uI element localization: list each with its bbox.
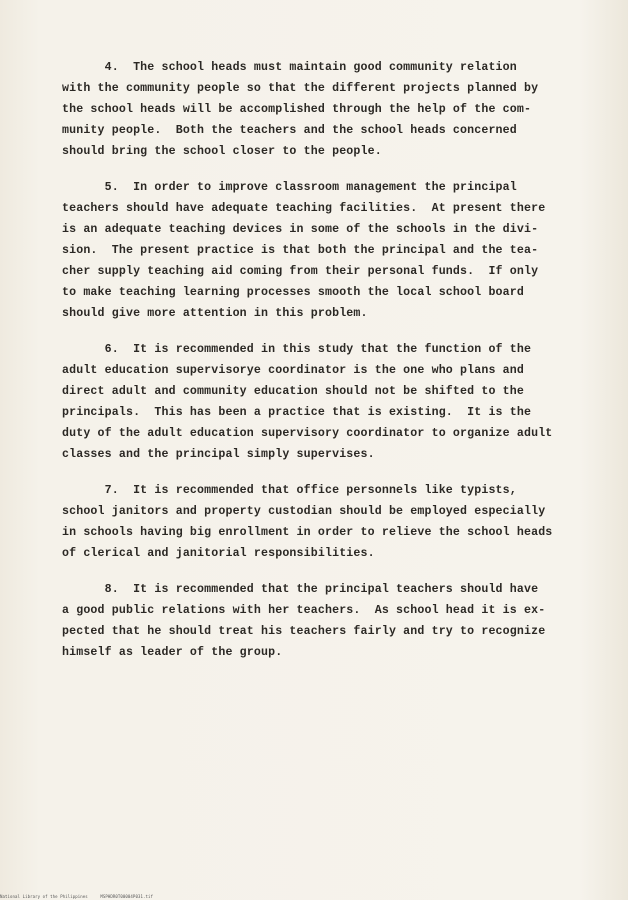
paragraph-7 <box>62 480 582 564</box>
text-line: 8. It is recommended that the principal teachers should have <box>62 583 539 596</box>
text-line: in schools having big enrollment in order to relieve the school heads <box>62 526 553 539</box>
text-line: himself as leader of the group. <box>62 646 283 659</box>
text-line: of clerical and janitorial responsibilities. <box>62 547 375 560</box>
scan-footer: National Library of the Philippines MSPHDR0T00004P031.tif <box>0 894 153 899</box>
paragraph-gap <box>62 162 582 177</box>
text-line: sion. The present practice is that both the principal and the tea- <box>62 244 539 257</box>
paragraph-8 <box>62 579 582 663</box>
text-line: 7. It is recommended that office personnels like typists, <box>62 484 517 497</box>
paragraph-4 <box>62 57 582 162</box>
text-line: a good public relations with her teachers. As school head it is ex- <box>62 604 546 617</box>
text-line: should bring the school closer to the people. <box>62 145 382 158</box>
text-line: with the community people so that the different projects planned by <box>62 82 539 95</box>
paragraph-gap <box>62 465 582 480</box>
text-line: duty of the adult education supervisory coordinator to organize adult <box>62 427 553 440</box>
text-line: classes and the principal simply supervises. <box>62 448 375 461</box>
text-line: 4. The school heads must maintain good community relation <box>62 61 517 74</box>
text-line: teachers should have adequate teaching facilities. At present there <box>62 202 546 215</box>
text-line: school janitors and property custodian should be employed especially <box>62 505 546 518</box>
text-line: should give more attention in this problem. <box>62 307 368 320</box>
text-line: direct adult and community education should not be shifted to the <box>62 385 524 398</box>
paragraph-gap <box>62 324 582 339</box>
text-line: 5. In order to improve classroom management the principal <box>62 181 517 194</box>
text-line: pected that he should treat his teachers fairly and try to recognize <box>62 625 546 638</box>
document-body <box>62 57 582 663</box>
text-line: is an adequate teaching devices in some of the schools in the divi- <box>62 223 539 236</box>
paragraph-gap <box>62 564 582 579</box>
text-line: cher supply teaching aid coming from their personal funds. If only <box>62 265 539 278</box>
paragraph-5 <box>62 177 582 324</box>
text-line: 6. It is recommended in this study that the function of the <box>62 343 532 356</box>
text-line: munity people. Both the teachers and the school heads concerned <box>62 124 517 137</box>
paragraph-6 <box>62 339 582 465</box>
text-line: the school heads will be accomplished through the help of the com- <box>62 103 532 116</box>
text-line: to make teaching learning processes smooth the local school board <box>62 286 524 299</box>
text-line: adult education supervisorye coordinator is the one who plans and <box>62 364 524 377</box>
text-line: principals. This has been a practice that is existing. It is the <box>62 406 532 419</box>
